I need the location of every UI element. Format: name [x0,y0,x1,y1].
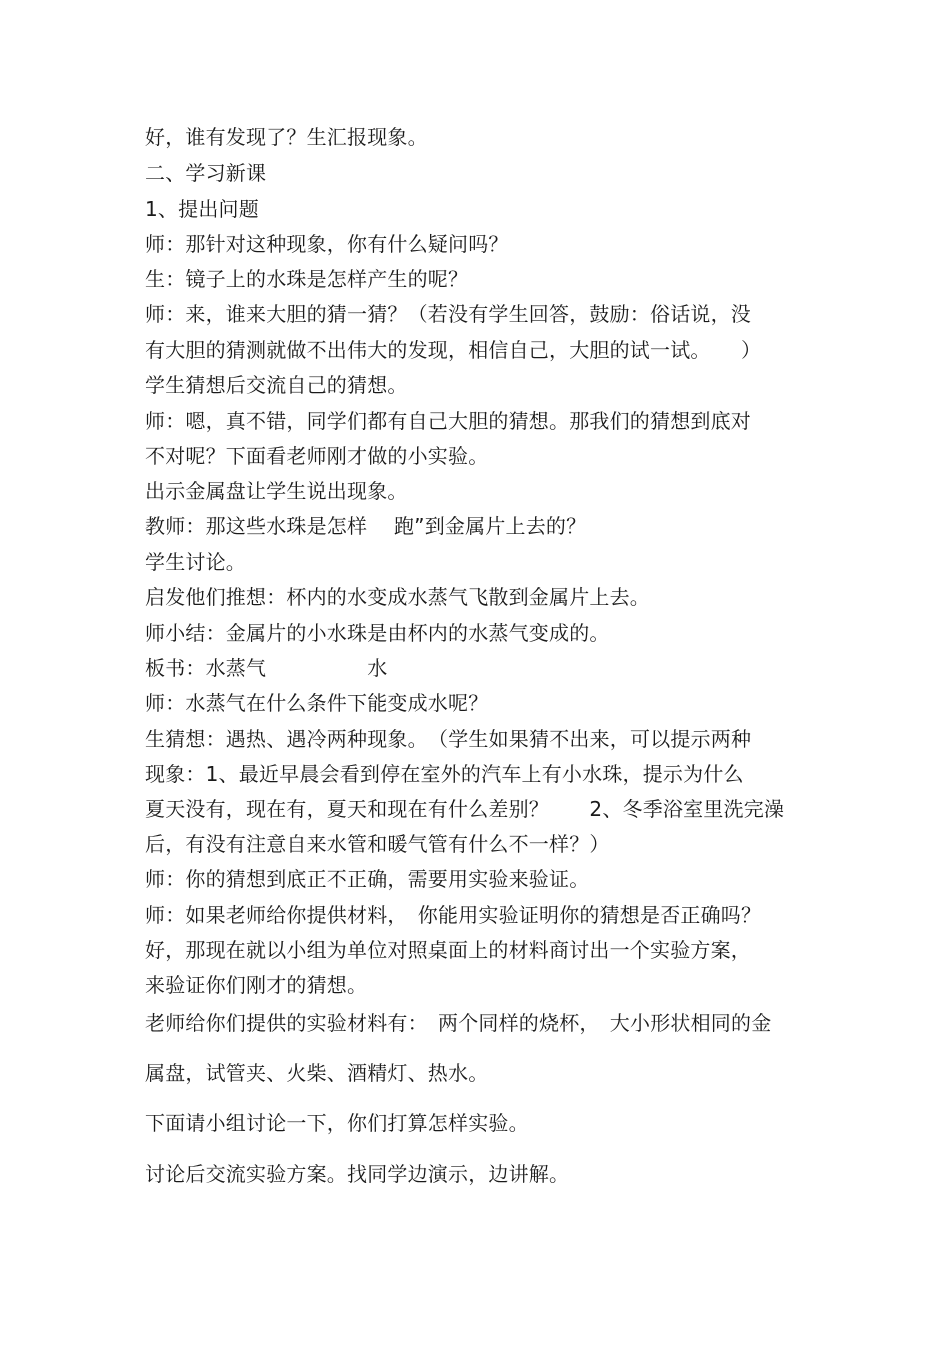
text-line-7: 有大胆的猜测就做不出伟大的发现，相信自己，大胆的试一试。 ） [145,338,762,362]
section-heading-learn-new-lesson: 二、学习新课 [145,161,267,185]
text-line-8: 学生猜想后交流自己的猜想。 [145,373,408,397]
text-line-27: 属盘，试管夹、火柴、酒精灯、热水。 [145,1061,489,1085]
text-line-13: 学生讨论。 [145,550,246,574]
text-line-18: 生猜想：遇热、遇冷两种现象。 （学生如果猜不出来，可以提示两种 [145,727,752,751]
text-line-6: 师：来，谁来大胆的猜一猜？（若没有学生回答，鼓励：俗话说，没 [145,302,751,326]
blackboard-note: 板书：水蒸气 水 [145,656,388,680]
text-line-14: 启发他们推想：杯内的水变成水蒸气飞散到金属片上去。 [145,585,650,609]
text-line-23: 师：如果老师给你提供材料， 你能用实验证明你的猜想是否正确吗？ [145,903,762,927]
text-line-15: 师小结：金属片的小水珠是由杯内的水蒸气变成的。 [145,621,610,645]
text-line-28: 下面请小组讨论一下，你们打算怎样实验。 [145,1111,529,1135]
text-line-11: 出示金属盘让学生说出现象。 [145,479,408,503]
subsection-heading-ask-question: 1、提出问题 [145,197,259,221]
text-line-4: 师：那针对这种现象，你有什么疑问吗？ [145,232,509,256]
text-line-25: 来验证你们刚才的猜想。 [145,973,368,997]
text-line-24: 好，那现在就以小组为单位对照桌面上的材料商讨出一个实验方案， [145,938,751,962]
text-line-19: 现象：1、最近早晨会看到停在室外的汽车上有小水珠，提示为什么 [145,762,744,786]
text-line-29: 讨论后交流实验方案。找同学边演示，边讲解。 [145,1162,570,1186]
text-line-26: 老师给你们提供的实验材料有： 两个同样的烧杯， 大小形状相同的金 [145,1011,772,1035]
text-line-12: 教师：那这些水珠是怎样 跑”到金属片上去的？ [145,514,587,538]
text-line-20: 夏天没有，现在有，夏天和现在有什么差别？ 2、冬季浴室里洗完澡 [145,797,785,821]
text-line-21: 后，有没有注意自来水管和暖气管有什么不一样？） [145,832,610,856]
text-line-9: 师：嗯，真不错，同学们都有自己大胆的猜想。那我们的猜想到底对 [145,409,751,433]
text-line-10: 不对呢？下面看老师刚才做的小实验。 [145,444,489,468]
text-line-5: 生：镜子上的水珠是怎样产生的呢？ [145,267,469,291]
text-line-17: 师：水蒸气在什么条件下能变成水呢？ [145,691,489,715]
text-line-1: 好，谁有发现了？生汇报现象。 [145,125,428,149]
text-line-22: 师：你的猜想到底正不正确，需要用实验来验证。 [145,867,590,891]
